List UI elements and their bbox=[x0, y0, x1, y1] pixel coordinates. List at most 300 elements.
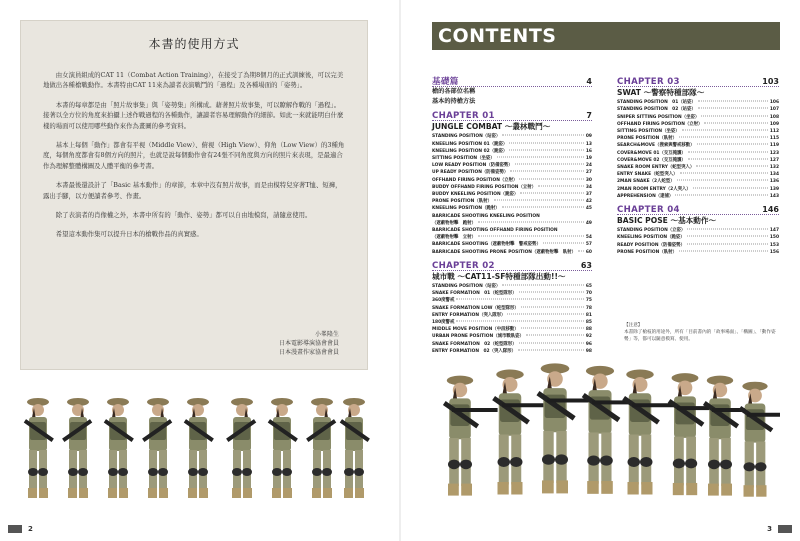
toc-entry-title: STANDING POSITION（立姿） bbox=[617, 228, 686, 234]
toc-entry-page: 24 bbox=[585, 163, 592, 169]
toc-leader bbox=[497, 157, 584, 158]
soldiers-group-right bbox=[430, 352, 780, 522]
toc-column-right bbox=[617, 72, 779, 256]
soldier-boot bbox=[28, 488, 37, 498]
toc-entry bbox=[617, 135, 779, 142]
toc-leader bbox=[519, 342, 584, 343]
soldiers-group-left bbox=[20, 380, 370, 520]
toc-chapter-subtitle: SWAT ～警察特種部隊～ bbox=[617, 88, 705, 98]
soldier-kneepad bbox=[673, 459, 685, 469]
toc-entry bbox=[432, 198, 592, 205]
toc-entry-title: URBAN PRONE POSITION（城市戰臥姿） bbox=[432, 334, 524, 340]
toc-leader bbox=[456, 299, 584, 300]
soldier-figure bbox=[582, 366, 621, 494]
toc-entry bbox=[432, 297, 592, 304]
toc-entry bbox=[432, 155, 592, 162]
signature-line: 日本漫畫作家協會會員 bbox=[278, 349, 339, 356]
soldier-kneepad bbox=[188, 468, 198, 476]
toc-entry-page: 27 bbox=[585, 170, 592, 176]
toc-entry-page: 16 bbox=[585, 148, 592, 154]
soldier-kneepad bbox=[685, 459, 697, 469]
toc-leader bbox=[510, 171, 584, 172]
usage-paragraph: 本書的每章都是由「照片故事集」與「姿勢集」所構成。藉著照片故事集，可以瞭解作戰的「過程」。接著以全方位的角度來拍攝上述作戰過程的各種動作，讓讀者容易理解動作的細節。如此一來就能明白什麼樣的場面可以使用哪些動作來作為畫圖的參考資料。 bbox=[43, 100, 344, 130]
aimed-rifle bbox=[502, 403, 550, 407]
toc-entry-title: STANDING POSITION（站姿） bbox=[432, 284, 501, 290]
notice-text bbox=[624, 322, 780, 343]
soldier-boot bbox=[68, 488, 77, 498]
signature-line: 小峯隆生 bbox=[314, 331, 339, 338]
soldier-boot bbox=[542, 480, 554, 493]
toc-entry-title: 2MAN SNAKE（2人蛇型） bbox=[617, 179, 675, 185]
soldier-kneepad bbox=[542, 454, 555, 464]
toc-leader bbox=[688, 151, 768, 152]
toc-leader bbox=[507, 313, 583, 314]
toc-entry-page: 34 bbox=[585, 184, 592, 190]
toc-entry bbox=[432, 319, 592, 326]
soldier-boot bbox=[119, 488, 128, 498]
toc-chapter bbox=[432, 78, 592, 87]
toc-entry bbox=[617, 164, 779, 171]
toc-entry-page: 143 bbox=[769, 193, 779, 199]
toc-entry-title: PRONE POSITION（臥射） bbox=[617, 136, 677, 142]
page-number-right bbox=[767, 525, 792, 533]
toc-entry-page: 96 bbox=[585, 341, 592, 347]
toc-entry-page: 37 bbox=[585, 192, 592, 198]
toc-entry-title: COVER&MOVE 02（交互掩護） bbox=[617, 157, 686, 163]
toc-entry-page: 65 bbox=[585, 284, 592, 290]
toc-leader bbox=[698, 108, 768, 109]
page-mark-right bbox=[778, 525, 792, 533]
toc-entry bbox=[432, 241, 592, 248]
toc-entry bbox=[432, 249, 592, 256]
toc-chapter-label: CHAPTER 04 bbox=[617, 205, 680, 216]
toc-entry bbox=[432, 191, 592, 198]
soldier-kneepad bbox=[640, 457, 653, 467]
soldier-kneepad bbox=[28, 468, 38, 476]
toc-entry-page: 147 bbox=[769, 228, 779, 234]
toc-chapter-label: 基礎篇 bbox=[432, 77, 459, 87]
usage-box bbox=[20, 20, 368, 370]
toc-entry-title: KNEELING POSITION 01（跪姿） bbox=[432, 141, 508, 147]
contents-header bbox=[432, 22, 780, 50]
soldier-boot bbox=[511, 482, 522, 495]
toc-leader bbox=[502, 285, 584, 286]
toc-entry bbox=[617, 114, 779, 121]
toc-leader bbox=[494, 200, 584, 201]
toc-entry bbox=[617, 186, 779, 193]
toc-entry bbox=[617, 171, 779, 178]
toc-entry-page: 19 bbox=[585, 156, 592, 162]
toc-entry-title: （遮蔽物射擊 跪射） bbox=[432, 220, 476, 226]
toc-leader bbox=[515, 164, 584, 165]
toc-entry-title: 2MAN ROOM ENTRY（2人突入） bbox=[617, 186, 691, 192]
soldier-figure bbox=[306, 398, 336, 498]
toc-entry-title: READY POSITION（防備姿勢） bbox=[617, 242, 685, 248]
toc-entry-title: BARRICADE SHOOTING KNEELING POSITION bbox=[432, 213, 540, 219]
toc-entry-page: 09 bbox=[585, 134, 592, 140]
toc-entry-title: BARRICADE SHOOTING OFFHAND FIRING POSITION bbox=[432, 228, 558, 234]
toc-entry-title: KNEELING POSITION（跪射） bbox=[432, 206, 500, 212]
soldier-boot bbox=[148, 488, 157, 498]
toc-entry-page: 88 bbox=[585, 327, 592, 333]
notice-line: 【注意】 bbox=[624, 323, 643, 328]
soldier-kneepad bbox=[460, 460, 472, 470]
toc-entry-title: BUDDY KNEELING POSITION（跪姿） bbox=[432, 192, 519, 198]
soldiers-illustration-right bbox=[430, 352, 780, 522]
toc-entry-title: ENTRY SNAKE（蛇型突入） bbox=[617, 172, 678, 178]
toc-entry bbox=[432, 169, 592, 176]
soldier-kneepad bbox=[555, 454, 568, 464]
signature-line: 日本電影導演協會會員 bbox=[278, 340, 339, 347]
toc-entry-page: 108 bbox=[769, 114, 779, 120]
toc-entry-title: OFFHAND FIRING POSITION（立射） bbox=[617, 121, 703, 127]
toc-entry-title: BARRICADE SHOOTING PRONE POSITION（遮蔽物射擊 臥射） bbox=[432, 249, 576, 255]
toc-chapter-page: 4 bbox=[586, 77, 592, 86]
toc-leader bbox=[538, 185, 584, 186]
soldier-boot bbox=[721, 484, 732, 496]
toc-entry bbox=[432, 141, 592, 148]
soldier-figure bbox=[622, 370, 660, 495]
soldier-boot bbox=[686, 483, 697, 495]
toc-leader bbox=[502, 207, 584, 208]
toc-chapter bbox=[432, 262, 592, 271]
toc-entry-title: KNEELING POSITION（跪姿） bbox=[617, 235, 685, 241]
soldier-boot bbox=[283, 488, 292, 498]
toc-entry bbox=[432, 220, 592, 227]
toc-leader bbox=[478, 236, 584, 237]
toc-entry-page: 70 bbox=[585, 291, 592, 297]
page-number-right-text: 3 bbox=[767, 525, 772, 533]
soldier-boot bbox=[756, 485, 766, 497]
soldier-kneepad bbox=[344, 468, 354, 476]
toc-leader bbox=[520, 193, 584, 194]
toc-leader bbox=[456, 321, 584, 322]
toc-entry-page: 136 bbox=[769, 179, 779, 185]
toc-entry-page: 153 bbox=[769, 242, 779, 248]
soldier-boot bbox=[39, 488, 48, 498]
soldier-boot bbox=[628, 482, 639, 495]
usage-paragraph: 由女演員組成的CAT 11（Combat Action Training），在接受了為期8個月的正式訓練後，可以完美地做出各種槍戰動作。本書特由CAT 11來為讀者表演戰鬥的「過程」及各種場面的「姿勢」。 bbox=[43, 71, 344, 90]
soldier-boot bbox=[448, 484, 459, 496]
toc-leader bbox=[675, 194, 767, 195]
soldier-boot bbox=[556, 480, 568, 493]
soldier-boot bbox=[461, 484, 472, 496]
toc-leader bbox=[682, 130, 768, 131]
soldier-boot bbox=[587, 481, 599, 494]
soldier-kneepad bbox=[510, 457, 523, 467]
soldier-kneepad bbox=[720, 460, 732, 470]
soldier-boot bbox=[272, 488, 281, 498]
soldier-kneepad bbox=[108, 468, 118, 476]
soldier-boot bbox=[601, 481, 613, 494]
toc-entry-title: 360度警戒 bbox=[432, 298, 455, 304]
toc-leader bbox=[526, 335, 584, 336]
toc-chapter bbox=[617, 78, 779, 87]
page-gutter bbox=[399, 0, 401, 541]
toc-leader bbox=[679, 137, 768, 138]
soldier-figure bbox=[62, 398, 92, 498]
toc-entry-page: 109 bbox=[769, 121, 779, 127]
toc-entry-title: ENTRY FORMATION（突入隊形） bbox=[432, 312, 506, 318]
toc-leader bbox=[677, 180, 768, 181]
toc-entry-title: MIDDLE MOVE POSITION（中段移動） bbox=[432, 327, 519, 333]
soldier-boot bbox=[199, 488, 208, 498]
soldier-boot bbox=[355, 488, 364, 498]
toc-leader bbox=[519, 178, 583, 179]
toc-entry-title: STANDING POSITION 02（站姿） bbox=[617, 107, 696, 113]
toc-entry bbox=[617, 150, 779, 157]
toc-entry-title: SNIPER SITTING POSITION（坐姿） bbox=[617, 114, 700, 120]
soldier-kneepad bbox=[272, 468, 282, 476]
soldier-figure bbox=[443, 376, 479, 496]
toc-entry-page: 119 bbox=[769, 143, 779, 149]
toc-entry-title: OFFHAND FIRING POSITION（立射） bbox=[432, 177, 518, 183]
toc-entry-title: PRONE POSITION（臥射） bbox=[432, 199, 492, 205]
toc-entry-title: SNAKE FORMATION 01（蛇型隊形） bbox=[432, 291, 517, 297]
toc-entry-page: 92 bbox=[585, 334, 592, 340]
toc-leader bbox=[687, 236, 768, 237]
toc-chapter-label: CHAPTER 01 bbox=[432, 111, 495, 122]
soldier-kneepad bbox=[78, 468, 88, 476]
toc-entry-page: 13 bbox=[585, 141, 592, 147]
toc-leader bbox=[502, 135, 584, 136]
toc-entry-page: 85 bbox=[585, 320, 592, 326]
toc-entry-title: SNAKE ROOM ENTRY（蛇型突入） bbox=[617, 165, 695, 171]
page-number-left-text: 2 bbox=[28, 525, 33, 533]
toc-entry bbox=[617, 234, 779, 241]
usage-paragraph: 希望這本動作集可以提升日本的槍戰作品的真實感。 bbox=[55, 230, 203, 239]
toc-entry-title: APPREHENSION（逮捕） bbox=[617, 193, 674, 199]
soldier-figure bbox=[340, 398, 370, 498]
aimed-rifle bbox=[452, 408, 498, 412]
soldier-kneepad bbox=[118, 468, 128, 476]
soldier-boot bbox=[744, 485, 754, 497]
toc-entry bbox=[432, 312, 592, 319]
toc-entry bbox=[617, 121, 779, 128]
toc-entry bbox=[432, 213, 592, 220]
soldier-kneepad bbox=[600, 455, 613, 465]
soldier-figure bbox=[492, 370, 530, 495]
toc-leader bbox=[478, 221, 584, 222]
usage-paragraph: 本書最後還設計了「Basic 基本動作」的章節，本章中沒有照片故事，而是由模特兒穿著T恤、短褲，露出手腳，以方便讀者參考、作畫。 bbox=[43, 181, 342, 200]
soldier-boot bbox=[708, 484, 719, 496]
soldier-boot bbox=[243, 488, 252, 498]
toc-entry bbox=[432, 326, 592, 333]
toc-leader bbox=[578, 250, 584, 251]
toc-entry-page: 45 bbox=[585, 206, 592, 212]
toc-entry-title: UP READY POSITION（防備姿勢） bbox=[432, 170, 509, 176]
soldier-boot bbox=[232, 488, 241, 498]
toc-entry bbox=[617, 242, 779, 249]
toc-entry-title: PRONE POSITION（臥射） bbox=[617, 249, 677, 255]
soldier-kneepad bbox=[198, 468, 208, 476]
toc-entry bbox=[432, 177, 592, 184]
toc-chapter-page: 146 bbox=[762, 205, 779, 215]
toc-entry bbox=[617, 178, 779, 185]
soldier-boot bbox=[79, 488, 88, 498]
toc-entry-page: 49 bbox=[585, 220, 592, 226]
toc-entry bbox=[432, 133, 592, 140]
toc-entry-title: STANDING POSITION（站姿） bbox=[432, 134, 501, 140]
toc-entry-title: SNAKE FORMATION LOW（蛇型隊形） bbox=[432, 305, 519, 311]
toc-entry-page: 81 bbox=[585, 312, 592, 318]
soldier-kneepad bbox=[448, 460, 460, 470]
toc-entry bbox=[617, 227, 779, 234]
toc-leader bbox=[519, 292, 584, 293]
toc-entry-title: STANDING POSITION 01（站姿） bbox=[617, 100, 696, 106]
soldier-kneepad bbox=[744, 462, 756, 471]
soldier-kneepad bbox=[282, 468, 292, 476]
soldier-kneepad bbox=[354, 468, 364, 476]
toc-entry bbox=[432, 341, 592, 348]
soldier-figure bbox=[104, 398, 134, 498]
soldier-boot bbox=[108, 488, 117, 498]
toc-entry-title: BUDDY OFFHAND FIRING POSITION（立射） bbox=[432, 184, 537, 190]
toc-entry bbox=[432, 305, 592, 312]
toc-chapter-page: 7 bbox=[586, 111, 592, 121]
soldier-kneepad bbox=[68, 468, 78, 476]
soldier-kneepad bbox=[708, 460, 720, 470]
soldier-figure bbox=[668, 373, 705, 495]
toc-entry-page: 139 bbox=[769, 186, 779, 192]
soldier-boot bbox=[344, 488, 353, 498]
toc-entry-title: SITTING POSITION（坐姿） bbox=[432, 156, 495, 162]
soldier-figure bbox=[536, 363, 575, 493]
toc-entry-title: LOW READY POSITION（防備姿勢） bbox=[432, 163, 513, 169]
toc-entry bbox=[432, 148, 592, 155]
toc-entry bbox=[432, 184, 592, 191]
toc-entry-page: 134 bbox=[769, 172, 779, 178]
toc-entry-title: BARRICADE SHOOTING（遮蔽物射擊 警戒姿勢） bbox=[432, 242, 541, 248]
toc-entry bbox=[617, 249, 779, 256]
soldier-boot bbox=[498, 482, 509, 495]
soldier-figure bbox=[142, 398, 172, 498]
toc-leader bbox=[697, 144, 768, 145]
toc-entry bbox=[432, 283, 592, 290]
toc-chapter-subtitle: 基本的持槍方法 bbox=[432, 98, 476, 106]
page-number-left bbox=[8, 525, 33, 533]
soldier-kneepad bbox=[755, 462, 767, 471]
soldier-boot bbox=[673, 483, 684, 495]
toc-leader bbox=[521, 306, 584, 307]
author-signature bbox=[279, 330, 339, 357]
toc-entry-page: 60 bbox=[585, 249, 592, 255]
soldier-kneepad bbox=[38, 468, 48, 476]
toc-entry-title: COVER&MOVE 01（交互掩護） bbox=[617, 150, 686, 156]
toc-leader bbox=[679, 250, 768, 251]
toc-entry-page: 115 bbox=[769, 136, 779, 142]
toc-chapter-page: 63 bbox=[580, 260, 592, 270]
soldiers-illustration-left bbox=[20, 380, 370, 520]
toc-chapter bbox=[432, 112, 592, 121]
usage-paragraph: 除了表演者的肖像權之外，本書中所有的「動作、姿勢」都可以自由地模寫，請隨意使用。 bbox=[55, 211, 312, 220]
toc-entry bbox=[617, 99, 779, 106]
toc-entry-page: 112 bbox=[769, 129, 779, 135]
contents-title: CONTENTS bbox=[438, 25, 557, 47]
toc-entry bbox=[617, 128, 779, 135]
toc-entry-title: KNEELING POSITION 02（跪姿） bbox=[432, 148, 508, 154]
toc-chapter-label: CHAPTER 03 bbox=[617, 77, 680, 87]
toc-entry bbox=[432, 333, 592, 340]
soldier-boot bbox=[323, 488, 332, 498]
toc-entry-page: 127 bbox=[769, 157, 779, 163]
soldier-figure bbox=[703, 376, 739, 496]
page-mark-left bbox=[8, 525, 22, 533]
toc-leader bbox=[518, 349, 584, 350]
toc-entry-page: 107 bbox=[769, 107, 779, 113]
usage-body bbox=[43, 70, 345, 240]
toc-leader bbox=[543, 243, 584, 244]
toc-entry-page: 123 bbox=[769, 150, 779, 156]
toc-leader bbox=[701, 115, 768, 116]
soldier-figure bbox=[739, 382, 774, 497]
toc-entry-title: （遮蔽物射擊 立射） bbox=[432, 235, 476, 241]
toc-entry-page: 150 bbox=[769, 235, 779, 241]
soldier-kneepad bbox=[232, 468, 242, 476]
toc-leader bbox=[509, 142, 584, 143]
toc-entry bbox=[432, 162, 592, 169]
soldier-kneepad bbox=[242, 468, 252, 476]
usage-paragraph: 基本上每個「動作」都會有平視（Middle View）、俯視（High View）、仰角（Low View）的3種角度，每個角度都會有8個方向的照片，也就是說每個動作會有24張不同角度與方向的照片來表現，是最適合作為理解整體構圖及人體平衡的參考書。 bbox=[43, 141, 345, 170]
toc-entry bbox=[617, 157, 779, 164]
toc-leader bbox=[687, 229, 768, 230]
soldier-kneepad bbox=[148, 468, 158, 476]
toc-entry bbox=[617, 106, 779, 113]
usage-title: 本書的使用方式 bbox=[148, 37, 240, 51]
soldier-kneepad bbox=[587, 455, 600, 465]
aimed-rifle bbox=[747, 413, 780, 417]
toc-entry-title: ENTRY FORMATION 02（突入隊形） bbox=[432, 348, 516, 354]
toc-entry bbox=[432, 205, 592, 212]
toc-entry-page: 54 bbox=[585, 235, 592, 241]
toc-entry bbox=[617, 142, 779, 149]
toc-leader bbox=[698, 101, 768, 102]
toc-chapter-page: 103 bbox=[762, 77, 779, 86]
toc-entry-page: 30 bbox=[585, 177, 592, 183]
toc-chapter-subtitle: JUNGLE COMBAT ～叢林戰鬥～ bbox=[432, 122, 551, 132]
soldier-boot bbox=[641, 482, 652, 495]
soldier-kneepad bbox=[158, 468, 168, 476]
soldier-boot bbox=[312, 488, 321, 498]
toc-entry-title: SEARCH&MOVE（搜索與警戒移動） bbox=[617, 143, 695, 149]
toc-chapter-subtitle: 城市戰 ～CAT11-SF特種部隊出動!!～ bbox=[432, 272, 566, 282]
toc-leader bbox=[693, 187, 768, 188]
toc-leader bbox=[687, 243, 768, 244]
toc-entry-page: 106 bbox=[769, 100, 779, 106]
toc-leader bbox=[696, 166, 768, 167]
toc-entry-title: SITTING POSITION（坐姿） bbox=[617, 129, 680, 135]
soldier-boot bbox=[188, 488, 197, 498]
toc-entry-title: SNAKE FORMATION 02（蛇型隊形） bbox=[432, 341, 517, 347]
toc-leader bbox=[521, 328, 584, 329]
toc-leader bbox=[688, 158, 768, 159]
toc-entry bbox=[432, 290, 592, 297]
toc-entry-page: 57 bbox=[585, 242, 592, 248]
soldier-figure bbox=[184, 398, 214, 498]
toc-entry-page: 132 bbox=[769, 165, 779, 171]
toc-chapter-label: CHAPTER 02 bbox=[432, 260, 495, 271]
toc-chapter-subtitle: BASIC POSE ～基本動作～ bbox=[617, 216, 717, 226]
toc-leader bbox=[704, 122, 767, 123]
toc-entry-page: 42 bbox=[585, 199, 592, 205]
soldier-figure bbox=[268, 398, 298, 498]
toc-entry bbox=[617, 193, 779, 200]
soldier-kneepad bbox=[322, 468, 332, 476]
toc-entry bbox=[432, 234, 592, 241]
toc-chapter-subtitle: 槍的各部位名稱 bbox=[432, 88, 476, 96]
toc-chapter bbox=[617, 206, 779, 215]
toc-entry-page: 156 bbox=[769, 249, 779, 255]
